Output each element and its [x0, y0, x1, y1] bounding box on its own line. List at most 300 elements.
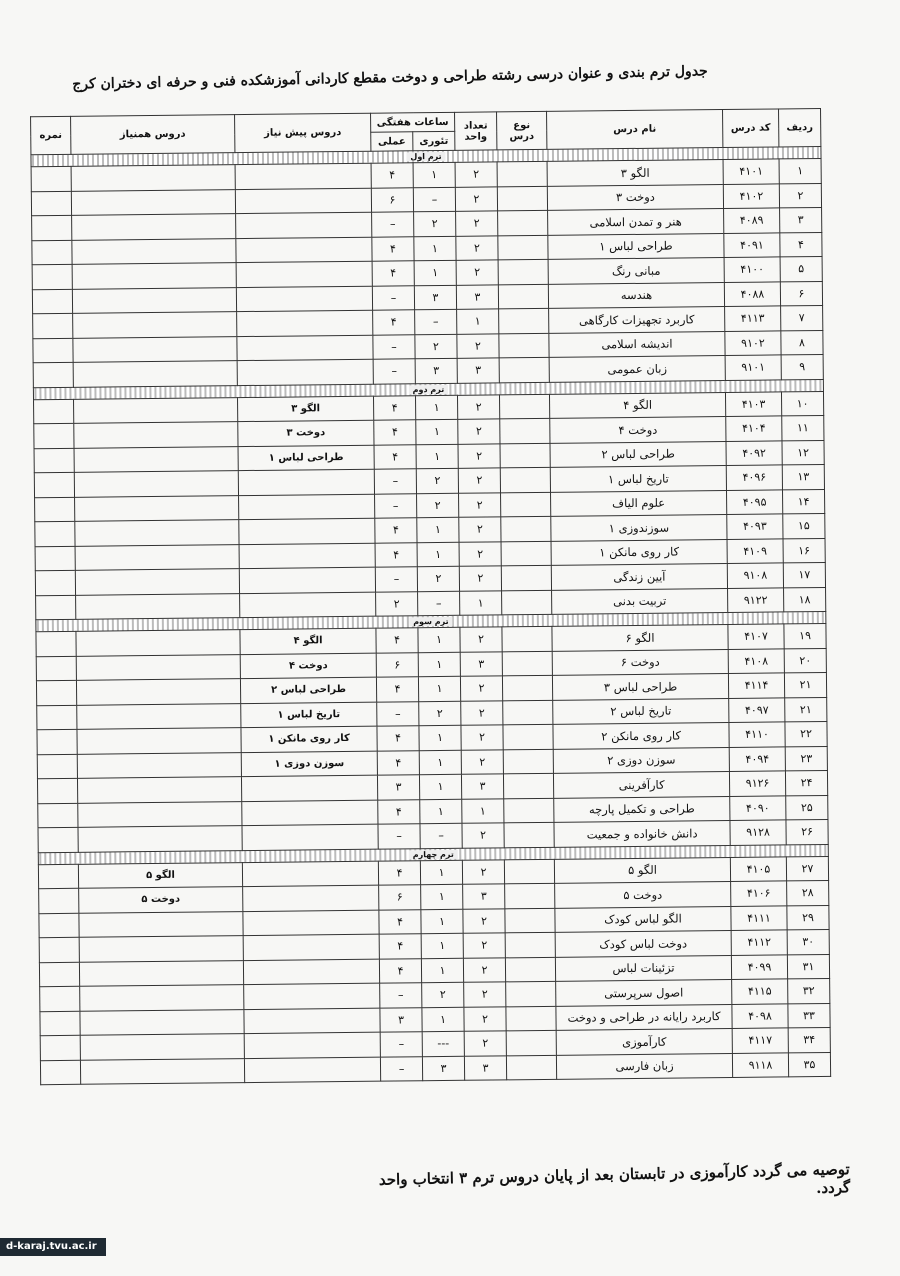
course-code-cell: ۴۱۰۶: [731, 881, 787, 906]
theory-hours-cell: ۲: [419, 701, 461, 726]
grade-cell: [33, 338, 73, 363]
theory-hours-cell: ۱: [419, 725, 461, 750]
corequisite-cell: [75, 544, 239, 570]
course-name-cell: الگو ۳: [547, 160, 723, 186]
page-title: جدول ترم بندی و عنوان درسی رشته طراحی و دوخت مقطع کاردانی آموزشکده فنی و حرفه ای دختران کرج: [72, 63, 708, 93]
practical-hours-cell: ۴: [375, 518, 417, 543]
practical-hours-cell: ۴: [377, 726, 419, 751]
course-type-cell: [501, 565, 551, 590]
course-code-cell: ۹۱۲۲: [728, 587, 784, 612]
course-name-cell: الگو ۴: [549, 392, 725, 418]
theory-hours-cell: ۱: [418, 676, 460, 701]
row-number-cell: ۱: [779, 158, 821, 183]
row-number-cell: ۷: [781, 305, 823, 330]
row-number-cell: ۲۱: [785, 697, 827, 722]
course-type-cell: [503, 773, 553, 798]
header-course-name: نام درس: [547, 110, 723, 150]
course-name-cell: زبان عمومی: [549, 356, 725, 382]
practical-hours-cell: –: [373, 334, 415, 359]
practical-hours-cell: ۴: [378, 799, 420, 824]
grade-cell: [38, 864, 78, 889]
course-code-cell: ۴۰۹۱: [724, 232, 780, 257]
course-name-cell: کار روی مانکن ۱: [551, 539, 727, 565]
theory-hours-cell: ۱: [414, 236, 456, 261]
units-cell: ۲: [463, 957, 505, 982]
corequisite-cell: [79, 911, 243, 937]
units-cell: ۳: [456, 284, 498, 309]
theory-hours-cell: ۲: [415, 334, 457, 359]
course-name-cell: دوخت ۶: [552, 649, 728, 675]
grade-cell: [35, 521, 75, 546]
header-units: تعداد واحد: [455, 112, 497, 150]
theory-hours-cell: ۱: [420, 799, 462, 824]
course-name-cell: دوخت ۳: [547, 184, 723, 210]
prerequisite-cell: دوخت ۴: [240, 653, 376, 679]
corequisite-cell: [71, 189, 235, 215]
corequisite-cell: [77, 752, 241, 778]
corequisite-cell: [72, 214, 236, 240]
prerequisite-cell: [244, 1008, 380, 1034]
grade-cell: [34, 399, 74, 424]
header-theory: تئوری: [413, 131, 455, 150]
row-number-cell: ۱۳: [782, 464, 824, 489]
course-type-cell: [505, 957, 555, 982]
units-cell: ۲: [458, 419, 500, 444]
course-type-cell: [503, 724, 553, 749]
units-cell: ۳: [463, 884, 505, 909]
row-number-cell: ۲۶: [786, 819, 828, 844]
units-cell: ۳: [460, 651, 502, 676]
course-type-cell: [499, 357, 549, 382]
row-number-cell: ۴: [780, 232, 822, 257]
theory-hours-cell: –: [420, 823, 462, 848]
theory-hours-cell: ۳: [414, 285, 456, 310]
row-number-cell: ۳۰: [787, 929, 829, 954]
practical-hours-cell: ۴: [376, 677, 418, 702]
course-name-cell: کار روی مانکن ۲: [553, 722, 729, 748]
course-type-cell: [501, 516, 551, 541]
theory-hours-cell: ۱: [414, 260, 456, 285]
prerequisite-cell: [242, 861, 378, 887]
course-type-cell: [505, 908, 555, 933]
grade-cell: [32, 289, 72, 314]
practical-hours-cell: –: [375, 493, 417, 518]
grade-cell: [38, 803, 78, 828]
course-type-cell: [506, 1006, 556, 1031]
course-code-cell: ۴۱۱۵: [732, 979, 788, 1004]
grade-cell: [36, 680, 76, 705]
corequisite-cell: [76, 679, 240, 705]
theory-hours-cell: ۱: [417, 542, 459, 567]
prerequisite-cell: [236, 261, 372, 287]
course-type-cell: [498, 284, 548, 309]
course-code-cell: ۴۰۹۷: [729, 697, 785, 722]
theory-hours-cell: –: [413, 187, 455, 212]
theory-hours-cell: ۲: [414, 211, 456, 236]
units-cell: ۲: [461, 725, 503, 750]
course-name-cell: آیین زندگی: [551, 563, 727, 589]
grade-cell: [36, 656, 76, 681]
course-type-cell: [505, 932, 555, 957]
units-cell: ۲: [463, 908, 505, 933]
grade-cell: [40, 1060, 80, 1085]
course-code-cell: ۴۰۸۹: [724, 208, 780, 233]
term-label: ترم چهارم: [409, 849, 458, 859]
header-course-type: نوع درس: [497, 111, 547, 150]
corequisite-cell: [78, 826, 242, 852]
units-cell: ۲: [456, 260, 498, 285]
row-number-cell: ۸: [781, 330, 823, 355]
corequisite-cell: [73, 336, 237, 362]
row-number-cell: ۱۸: [784, 587, 826, 612]
corequisite-cell: [80, 1058, 244, 1084]
theory-hours-cell: ۲: [416, 468, 458, 493]
grade-cell: [39, 962, 79, 987]
course-name-cell: تزئینات لباس: [555, 955, 731, 981]
prerequisite-cell: [236, 237, 372, 263]
grade-cell: [31, 166, 71, 191]
row-number-cell: ۲: [779, 183, 821, 208]
practical-hours-cell: ۴: [377, 750, 419, 775]
row-number-cell: ۶: [780, 281, 822, 306]
theory-hours-cell: ۳: [422, 1056, 464, 1081]
corequisite-cell: [80, 985, 244, 1011]
course-type-cell: [505, 883, 555, 908]
course-code-cell: ۴۰۹۳: [727, 514, 783, 539]
course-type-cell: [506, 1055, 556, 1080]
corequisite-cell: [73, 361, 237, 387]
corequisite-cell: [75, 520, 239, 546]
units-cell: ۲: [461, 700, 503, 725]
corequisite-cell: [72, 263, 236, 289]
grade-cell: [34, 472, 74, 497]
grade-cell: [34, 423, 74, 448]
corequisite-cell: [74, 471, 238, 497]
grade-cell: [39, 937, 79, 962]
row-number-cell: ۲۴: [785, 770, 827, 795]
units-cell: ۲: [461, 749, 503, 774]
course-type-cell: [506, 981, 556, 1006]
header-grade: نمره: [31, 116, 71, 154]
theory-hours-cell: ۱: [418, 652, 460, 677]
grade-cell: [33, 362, 73, 387]
course-type-cell: [498, 235, 548, 260]
row-number-cell: ۳۵: [788, 1052, 830, 1077]
prerequisite-cell: [243, 934, 379, 960]
row-number-cell: ۲۷: [786, 856, 828, 881]
units-cell: ۲: [460, 627, 502, 652]
course-code-cell: ۴۱۰۴: [726, 416, 782, 441]
course-type-cell: [500, 467, 550, 492]
course-type-cell: [497, 186, 547, 211]
prerequisite-cell: [244, 1032, 380, 1058]
corequisite-cell: [72, 287, 236, 313]
row-number-cell: ۱۱: [782, 415, 824, 440]
course-type-cell: [502, 651, 552, 676]
prerequisite-cell: [242, 800, 378, 826]
prerequisite-cell: [242, 824, 378, 850]
course-code-cell: ۴۱۰۰: [724, 257, 780, 282]
theory-hours-cell: ۳: [415, 358, 457, 383]
units-cell: ۲: [459, 492, 501, 517]
term-label: ترم اول: [406, 152, 445, 161]
units-cell: ۲: [455, 186, 497, 211]
prerequisite-cell: تاریخ لباس ۱: [241, 702, 377, 728]
theory-hours-cell: –: [415, 309, 457, 334]
prerequisite-cell: طراحی لباس ۲: [240, 677, 376, 703]
practical-hours-cell: –: [380, 1056, 422, 1081]
footer-note: توصیه می گردد کارآموزی در تابستان بعد از پایان دروس ترم ۳ انتخاب واحد گردد.: [378, 1160, 851, 1197]
prerequisite-cell: [236, 286, 372, 312]
practical-hours-cell: –: [377, 701, 419, 726]
course-type-cell: [497, 161, 547, 186]
course-code-cell: ۴۰۹۸: [732, 1003, 788, 1028]
course-code-cell: ۴۰۹۹: [731, 954, 787, 979]
grade-cell: [35, 570, 75, 595]
grade-cell: [39, 888, 79, 913]
practical-hours-cell: ۴: [374, 420, 416, 445]
corequisite-cell: [77, 703, 241, 729]
row-number-cell: ۱۹: [784, 623, 826, 648]
corequisite-cell: [79, 960, 243, 986]
course-name-cell: الگو ۶: [552, 624, 728, 650]
practical-hours-cell: ۴: [378, 860, 420, 885]
practical-hours-cell: –: [374, 469, 416, 494]
course-code-cell: ۹۱۲۸: [730, 820, 786, 845]
corequisite-cell: [76, 630, 240, 656]
course-code-cell: ۴۰۹۵: [727, 489, 783, 514]
course-name-cell: اصول سرپرستی: [556, 979, 732, 1005]
prerequisite-cell: دوخت ۳: [238, 420, 374, 446]
units-cell: ۲: [457, 394, 499, 419]
prerequisite-cell: [237, 310, 373, 336]
practical-hours-cell: –: [372, 212, 414, 237]
course-code-cell: ۴۰۹۲: [726, 440, 782, 465]
units-cell: ۳: [464, 1055, 506, 1080]
course-type-cell: [500, 418, 550, 443]
course-name-cell: طراحی لباس ۳: [552, 673, 728, 699]
theory-hours-cell: ۱: [416, 444, 458, 469]
prerequisite-cell: [244, 1057, 380, 1083]
course-type-cell: [499, 394, 549, 419]
grade-cell: [35, 546, 75, 571]
course-name-cell: کاربرد تجهیزات کارگاهی: [549, 307, 725, 333]
course-name-cell: هندسه: [548, 282, 724, 308]
site-watermark: d-karaj.tvu.ac.ir: [0, 1238, 106, 1256]
corequisite-cell: [77, 777, 241, 803]
units-cell: ۲: [458, 468, 500, 493]
practical-hours-cell: ۴: [374, 444, 416, 469]
course-code-cell: ۴۱۰۱: [723, 159, 779, 184]
theory-hours-cell: ۱: [420, 860, 462, 885]
course-code-cell: ۴۱۰۵: [730, 856, 786, 881]
grade-cell: [37, 729, 77, 754]
theory-hours-cell: ۱: [417, 517, 459, 542]
course-name-cell: دانش خانواده و جمعیت: [554, 820, 730, 846]
prerequisite-cell: سوزن دوزی ۱: [241, 751, 377, 777]
course-type-cell: [500, 443, 550, 468]
practical-hours-cell: ۳: [380, 1007, 422, 1032]
course-type-cell: [501, 541, 551, 566]
prerequisite-cell: [240, 592, 376, 618]
theory-hours-cell: ۱: [421, 933, 463, 958]
prerequisite-cell: [243, 910, 379, 936]
course-name-cell: الگو ۵: [554, 857, 730, 883]
course-code-cell: ۴۱۱۴: [728, 673, 784, 698]
header-corequisites: دروس همنیاز: [71, 115, 235, 155]
prerequisite-cell: [243, 885, 379, 911]
practical-hours-cell: ۴: [372, 236, 414, 261]
grade-cell: [40, 1035, 80, 1060]
grade-cell: [32, 240, 72, 265]
course-type-cell: [502, 675, 552, 700]
row-number-cell: ۳۳: [788, 1003, 830, 1028]
course-name-cell: طراحی و تکمیل پارچه: [554, 796, 730, 822]
corequisite-cell: [75, 569, 239, 595]
course-code-cell: ۴۰۹۰: [730, 795, 786, 820]
units-cell: ۲: [464, 1006, 506, 1031]
theory-hours-cell: ۲: [417, 493, 459, 518]
course-name-cell: مبانی رنگ: [548, 258, 724, 284]
grade-cell: [38, 827, 78, 852]
corequisite-cell: [76, 593, 240, 619]
course-name-cell: دوخت لباس کودک: [555, 930, 731, 956]
row-number-cell: ۱۵: [783, 513, 825, 538]
grade-cell: [32, 215, 72, 240]
practical-hours-cell: –: [372, 285, 414, 310]
units-cell: ۲: [459, 517, 501, 542]
prerequisite-cell: [244, 983, 380, 1009]
corequisite-cell: [76, 654, 240, 680]
course-type-cell: [502, 590, 552, 615]
corequisite-cell: [71, 165, 235, 191]
corequisite-cell: الگو ۵: [78, 862, 242, 888]
prerequisite-cell: [237, 335, 373, 361]
course-type-cell: [498, 259, 548, 284]
grade-cell: [34, 448, 74, 473]
grade-cell: [37, 705, 77, 730]
header-practical: عملی: [371, 132, 413, 151]
units-cell: ۲: [460, 676, 502, 701]
practical-hours-cell: –: [380, 1032, 422, 1057]
corequisite-cell: [75, 495, 239, 521]
units-cell: ۲: [457, 333, 499, 358]
practical-hours-cell: –: [380, 983, 422, 1008]
grade-cell: [40, 986, 80, 1011]
row-number-cell: ۱۷: [783, 562, 825, 587]
course-type-cell: [501, 492, 551, 517]
course-code-cell: ۴۱۱۲: [731, 930, 787, 955]
practical-hours-cell: ۴: [379, 909, 421, 934]
corequisite-cell: [72, 238, 236, 264]
units-cell: ۲: [462, 859, 504, 884]
course-name-cell: اندیشه اسلامی: [549, 331, 725, 357]
prerequisite-cell: [238, 469, 374, 495]
course-name-cell: زبان فارسی: [556, 1053, 732, 1079]
units-cell: ۲: [463, 933, 505, 958]
course-name-cell: سوزندوزی ۱: [551, 514, 727, 540]
row-number-cell: ۱۲: [782, 440, 824, 465]
course-code-cell: ۴۰۹۴: [729, 746, 785, 771]
units-cell: ۳: [461, 774, 503, 799]
practical-hours-cell: –: [373, 359, 415, 384]
prerequisite-cell: طراحی لباس ۱: [238, 445, 374, 471]
row-number-cell: ۲۱: [784, 672, 826, 697]
grade-cell: [35, 497, 75, 522]
grade-cell: [32, 264, 72, 289]
grade-cell: [37, 754, 77, 779]
units-cell: ۲: [464, 1031, 506, 1056]
row-number-cell: ۲۲: [785, 721, 827, 746]
grade-cell: [39, 913, 79, 938]
course-type-cell: [506, 1030, 556, 1055]
prerequisite-cell: [239, 567, 375, 593]
course-type-cell: [499, 333, 549, 358]
course-code-cell: ۹۱۲۶: [729, 771, 785, 796]
units-cell: ۱: [462, 798, 504, 823]
prerequisite-cell: [239, 518, 375, 544]
prerequisite-cell: [235, 163, 371, 189]
course-type-cell: [503, 749, 553, 774]
practical-hours-cell: ۴: [379, 958, 421, 983]
course-type-cell: [504, 859, 554, 884]
course-name-cell: تربیت بدنی: [552, 588, 728, 614]
course-code-cell: ۴۱۱۷: [732, 1028, 788, 1053]
units-cell: ۲: [464, 982, 506, 1007]
header-weekly-hours: ساعات هفتگی: [371, 112, 455, 132]
practical-hours-cell: ۶: [379, 885, 421, 910]
practical-hours-cell: ۴: [376, 628, 418, 653]
units-cell: ۱: [460, 590, 502, 615]
corequisite-cell: [79, 936, 243, 962]
corequisite-cell: [77, 728, 241, 754]
row-number-cell: ۲۵: [786, 795, 828, 820]
practical-hours-cell: ۴: [373, 310, 415, 335]
course-type-cell: [498, 210, 548, 235]
table-body: [31, 146, 831, 1084]
practical-hours-cell: ۶: [376, 652, 418, 677]
row-number-cell: ۲۹: [787, 905, 829, 930]
theory-hours-cell: ۱: [421, 884, 463, 909]
prerequisite-cell: کار روی مانکن ۱: [241, 726, 377, 752]
course-name-cell: تاریخ لباس ۲: [553, 698, 729, 724]
course-code-cell: ۴۱۰۲: [723, 183, 779, 208]
theory-hours-cell: ۱: [413, 162, 455, 187]
grade-cell: [36, 595, 76, 620]
practical-hours-cell: ۴: [375, 542, 417, 567]
units-cell: ۲: [462, 823, 504, 848]
theory-hours-cell: –: [418, 591, 460, 616]
course-name-cell: دوخت ۵: [555, 881, 731, 907]
course-name-cell: طراحی لباس ۱: [548, 233, 724, 259]
practical-hours-cell: ۴: [372, 261, 414, 286]
row-number-cell: ۱۴: [783, 489, 825, 514]
row-number-cell: ۳۱: [787, 954, 829, 979]
units-cell: ۳: [457, 358, 499, 383]
units-cell: ۲: [459, 541, 501, 566]
corequisite-cell: [78, 801, 242, 827]
row-number-cell: ۲۳: [785, 746, 827, 771]
theory-hours-cell: ۱: [418, 627, 460, 652]
course-code-cell: ۴۱۰۳: [725, 391, 781, 416]
row-number-cell: ۲۸: [787, 880, 829, 905]
theory-hours-cell: ---: [422, 1031, 464, 1056]
theory-hours-cell: ۱: [416, 395, 458, 420]
corequisite-cell: [74, 446, 238, 472]
row-number-cell: ۹: [781, 354, 823, 379]
row-number-cell: ۳۲: [788, 978, 830, 1003]
row-number-cell: ۲۰: [784, 648, 826, 673]
